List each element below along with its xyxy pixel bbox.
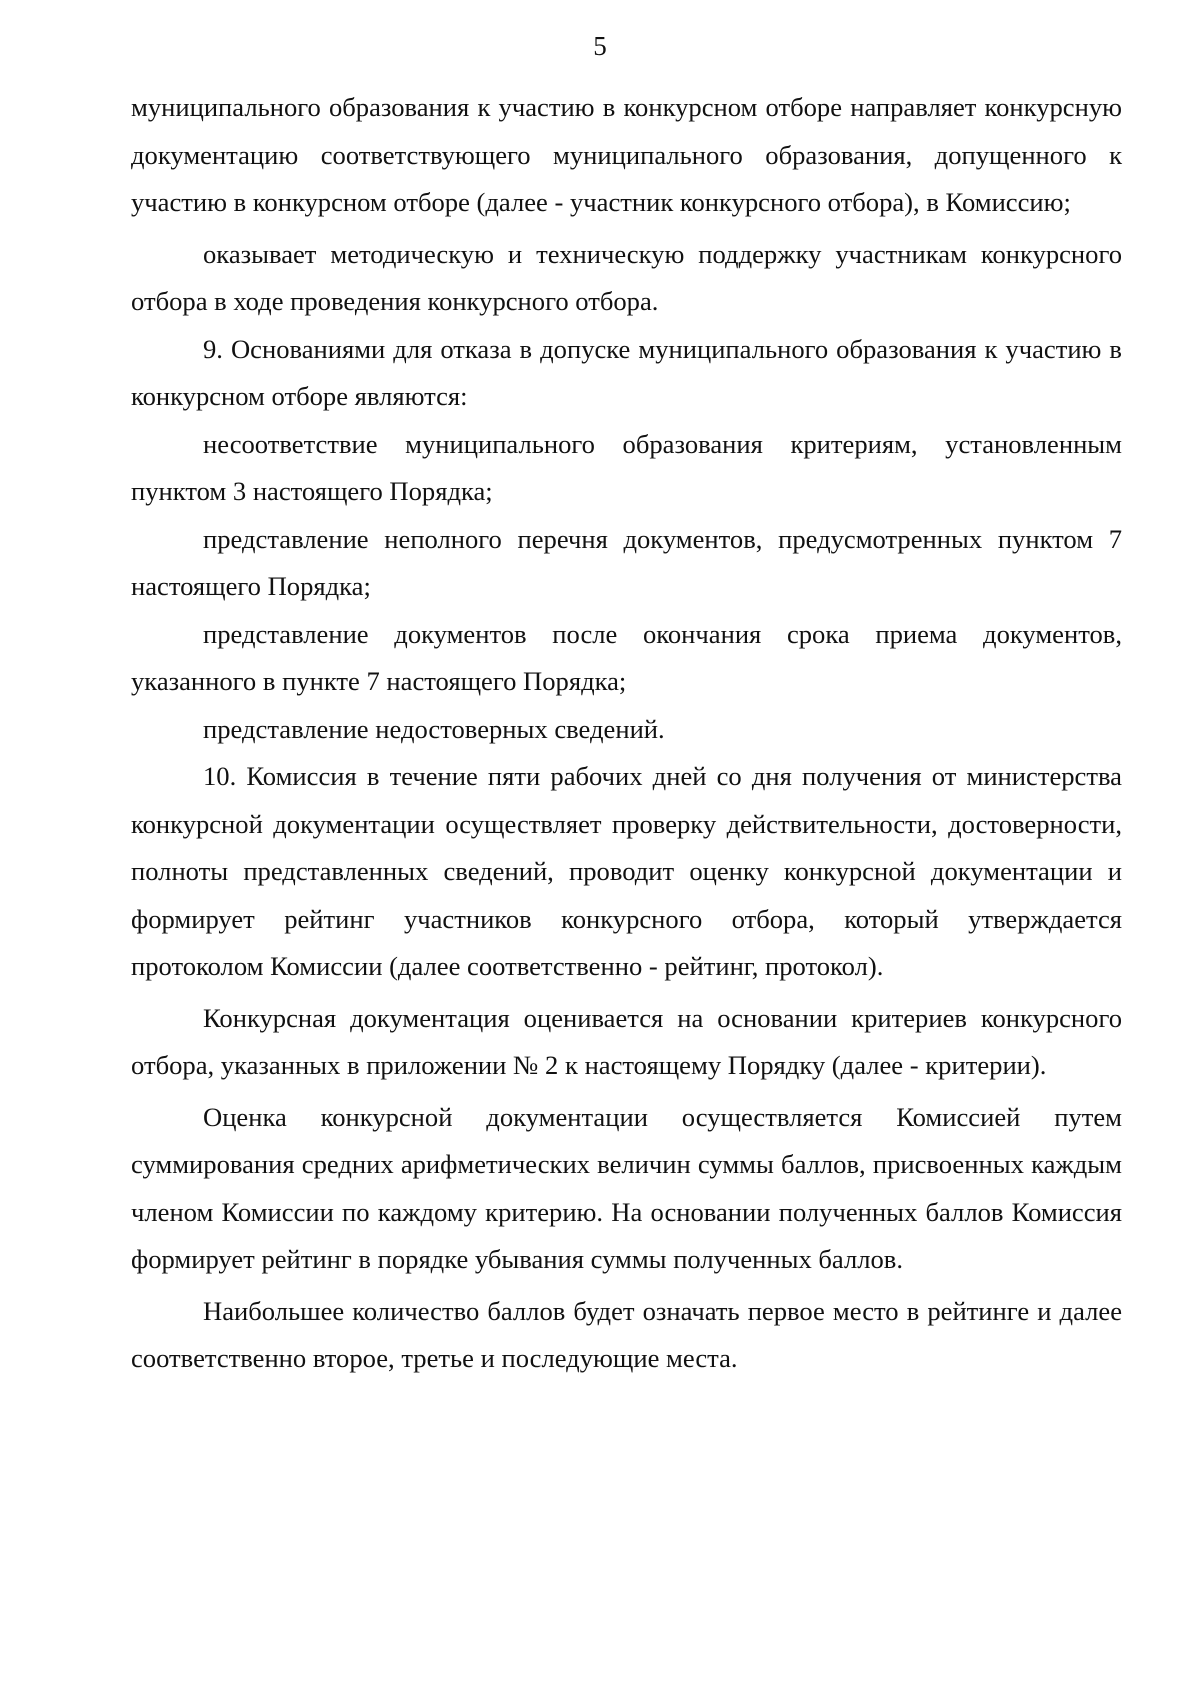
paragraph-support: оказывает методическую и техническую поддержку участникам конкурсного отбора в ходе проведения конкурсного отбора. <box>131 238 1122 316</box>
paragraph-ranking: Наибольшее количество баллов будет означать первое место в рейтинге и далее соответственно второе, третье и последующие места. <box>131 1295 1122 1373</box>
paragraph-ground-criteria: несоответствие муниципального образования критериям, установленным пунктом 3 настоящего Порядка; <box>131 428 1122 506</box>
paragraph-evaluation-criteria: Конкурсная документация оценивается на основании критериев конкурсного отбора, указанных в приложении № 2 к настоящему Порядку (далее - критерии). <box>131 1002 1122 1080</box>
paragraph-ground-unreliable: представление недостоверных сведений. <box>203 713 665 744</box>
paragraph-ground-late: представление документов после окончания срока приема документов, указанного в пункте 7 настоящего Порядка; <box>131 618 1122 696</box>
paragraph-ground-incomplete: представление неполного перечня документов, предусмотренных пунктом 7 настоящего Порядка; <box>131 523 1122 601</box>
paragraph-scoring: Оценка конкурсной документации осуществляется Комиссией путем суммирования средних арифметических величин суммы баллов, присвоенных каждым членом Комиссии по каждому критерию. На основании полученных баллов Комиссия формирует рейтинг в порядке убывания суммы полученных баллов. <box>131 1101 1122 1274</box>
paragraph-clause-10: 10. Комиссия в течение пяти рабочих дней со дня получения от министерства конкурсной документации осуществляет проверку действительности, достоверности, полноты представленных сведений, проводит оценку конкурсной документации и формирует рейтинг участников конкурсного отбора, который утверждается протоколом Комиссии (далее соответственно - рейтинг, протокол). <box>131 761 1122 981</box>
paragraph-clause-9: 9. Основаниями для отказа в допуске муниципального образования к участию в конкурсном отборе являются: <box>131 333 1122 411</box>
paragraph-continuation: муниципального образования к участию в конкурсном отборе направляет конкурсную документацию соответствующего муниципального образования, допущенного к участию в конкурсном отборе (далее - участник конкурсного отбора), в Комиссию; <box>131 92 1122 217</box>
document-body <box>131 84 1122 1383</box>
page-number: 5 <box>593 31 607 61</box>
